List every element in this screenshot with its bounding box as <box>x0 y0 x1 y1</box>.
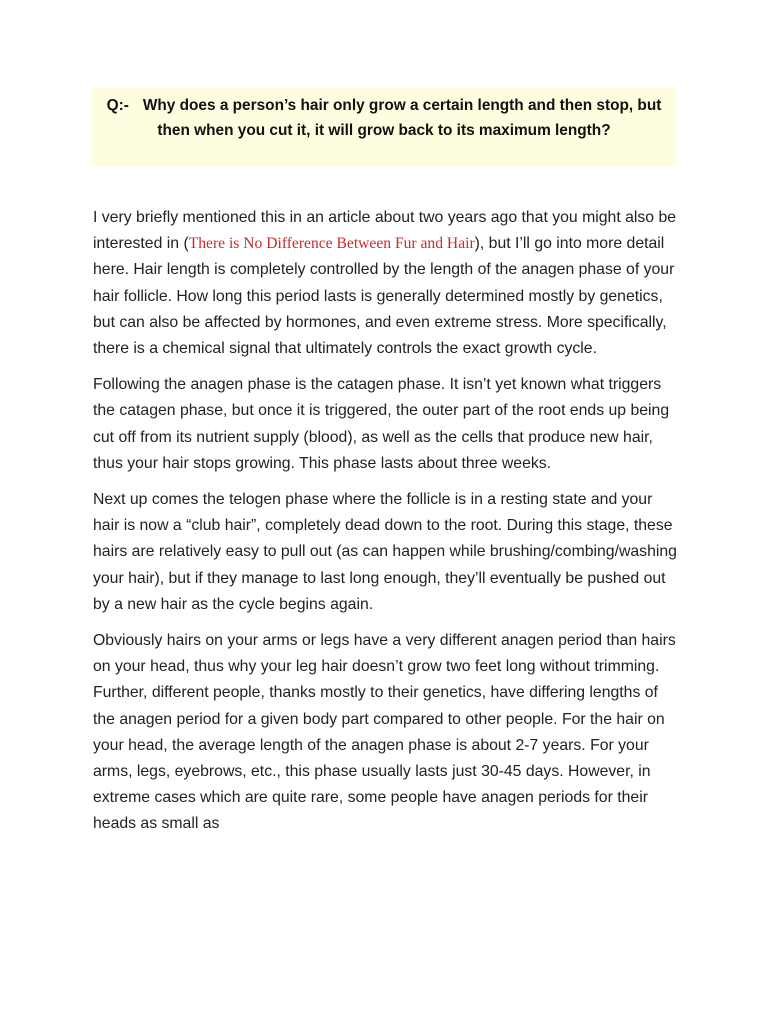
question-box <box>92 88 676 166</box>
question-text: Why does a person’s hair only grow a certain length and then stop, but then when you cut it, it will grow back to its maximum length? <box>142 97 662 139</box>
question-prefix: Q:- <box>106 97 129 114</box>
paragraph-3: Next up comes the telogen phase where the follicle is in a resting state and your hair is now a “club hair”, completely dead down to the root. During this stage, these hairs are relatively easy to pull out (as can happen while brushing/combing/washing your hair), but if they manage to last long enough, they’ll eventually be pushed out by a new hair as the cycle begins again. <box>93 491 677 613</box>
article-body <box>93 205 683 848</box>
paragraph-4: Obviously hairs on your arms or legs have a very different anagen period than hairs on your head, thus why your leg hair doesn’t grow two feet long without trimming. Further, different people, thanks mostly to their genetics, have differing lengths of the anagen period for a given body part compared to other people. For the hair on your head, the average length of the anagen phase is about 2-7 years. For your arms, legs, eyebrows, etc., this phase usually lasts just 30-45 days. However, in extreme cases which are quite rare, some people have anagen periods for their heads as small as <box>93 632 676 833</box>
paragraph-2: Following the anagen phase is the catagen phase. It isn’t yet known what triggers the catagen phase, but once it is triggered, the outer part of the root ends up being cut off from its nutrient supply (blood), as well as the cells that produce new hair, thus your hair stops growing. This phase lasts about three weeks. <box>93 376 670 472</box>
article-link[interactable]: There is No Difference Between Fur and Hair <box>188 235 475 253</box>
paragraph-1 <box>93 205 683 362</box>
paragraph-1-text-after-link: ), but I’ll go into more detail here. Hair length is completely controlled by the length of the anagen phase of your hair follicle. How long this period lasts is generally determined mostly by genetics, but can also be affected by hormones, and even extreme stress. More specifically, there is a chemical signal that ultimately controls the exact growth cycle. <box>93 235 675 358</box>
paragraph-1-text-before-link: I very briefly mentioned this in an article about two years ago that you might also be interested in ( <box>93 209 677 253</box>
